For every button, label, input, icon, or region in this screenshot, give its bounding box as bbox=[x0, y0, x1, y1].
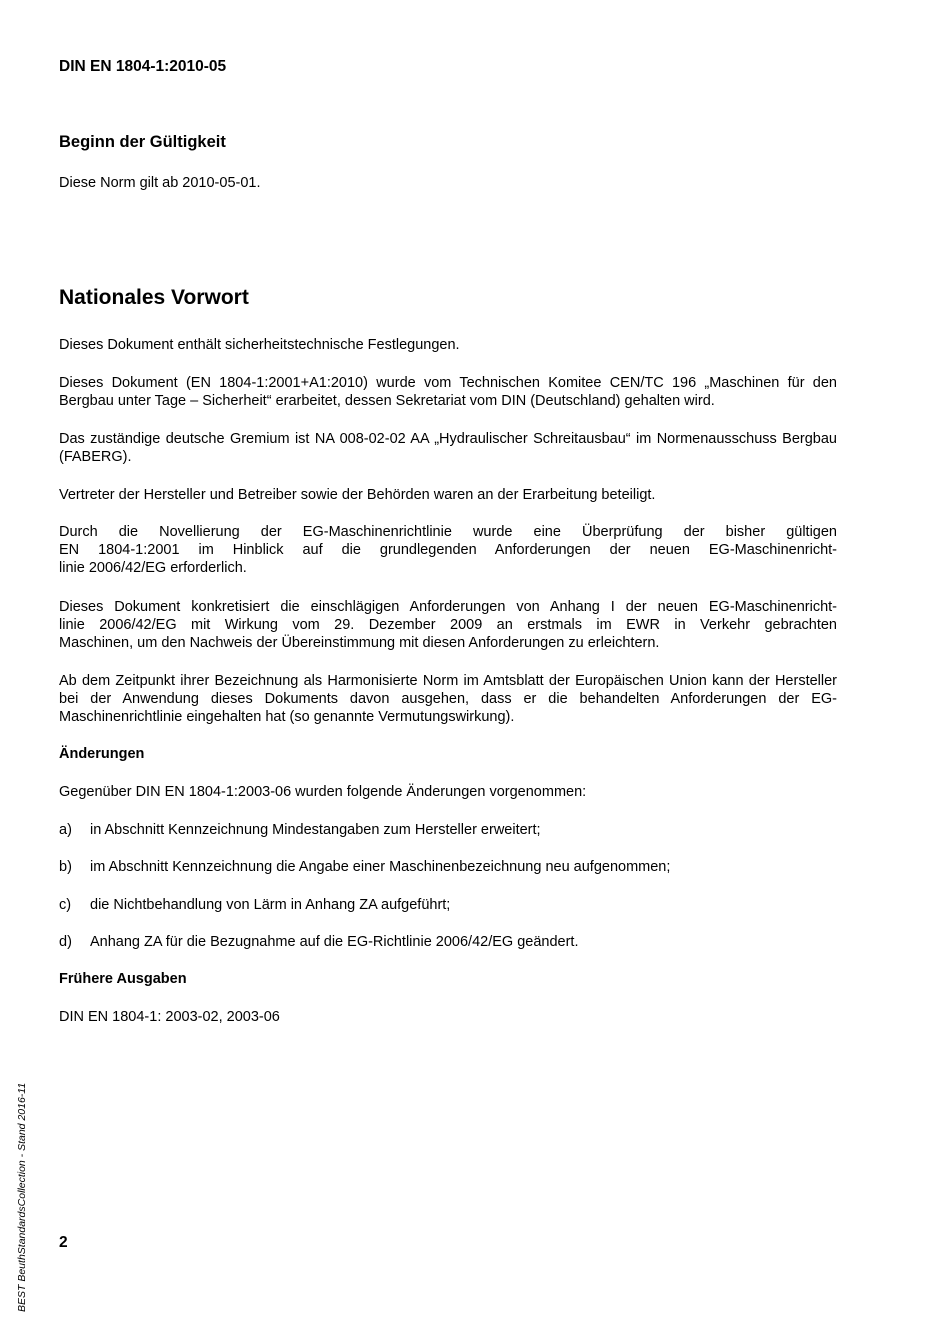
list-text: die Nichtbehandlung von Lärm in Anhang ZA aufgeführt; bbox=[90, 897, 451, 913]
paragraph-line: linie 2006/42/EG mit Wirkung vom 29. Dezember 2009 an erstmals im EWR in Verkehr gebrachten bbox=[59, 617, 837, 633]
foreword-paragraph-3: Das zuständige deutsche Gremium ist NA 008-02-02 AA „Hydraulischer Schreitausbau“ im Normenausschuss Bergbau (FABERG). bbox=[59, 431, 837, 465]
validity-heading: Beginn der Gültigkeit bbox=[59, 133, 226, 151]
list-marker: b) bbox=[59, 859, 72, 875]
list-text: Anhang ZA für die Bezugnahme auf die EG-Richtlinie 2006/42/EG geändert. bbox=[90, 934, 579, 950]
paragraph-line: Durch die Novellierung der EG-Maschinenrichtlinie wurde eine Überprüfung der bisher gültigen bbox=[59, 524, 837, 540]
list-text: in Abschnitt Kennzeichnung Mindestangaben zum Hersteller erweitert; bbox=[90, 822, 541, 838]
foreword-paragraph-6 bbox=[59, 598, 837, 652]
foreword-paragraph-4: Vertreter der Hersteller und Betreiber sowie der Behörden waren an der Erarbeitung beteiligt. bbox=[59, 487, 656, 503]
document-id: DIN EN 1804-1:2010-05 bbox=[59, 58, 227, 75]
validity-text: Diese Norm gilt ab 2010-05-01. bbox=[59, 175, 261, 191]
paragraph-line: linie 2006/42/EG erforderlich. bbox=[59, 560, 247, 576]
changes-heading: Änderungen bbox=[59, 746, 145, 762]
paragraph-line: Dieses Dokument konkretisiert die einschlägigen Anforderungen von Anhang I der neuen EG-Maschinenricht- bbox=[59, 599, 837, 615]
page-number: 2 bbox=[59, 1234, 68, 1251]
list-marker: d) bbox=[59, 934, 72, 950]
paragraph-line: EN 1804-1:2001 im Hinblick auf die grundlegenden Anforderungen der neuen EG-Maschinenricht- bbox=[59, 542, 837, 558]
foreword-paragraph-5 bbox=[59, 523, 837, 577]
foreword-paragraph-2: Dieses Dokument (EN 1804-1:2001+A1:2010) wurde vom Technischen Komitee CEN/TC 196 „Maschinen für den Bergbau unter Tage – Sicherheit“ erarbeitet, dessen Sekretariat vom DIN (Deutschland) gehalten wird. bbox=[59, 375, 837, 409]
foreword-paragraph-7: Ab dem Zeitpunkt ihrer Bezeichnung als Harmonisierte Norm im Amtsblatt der Europäischen Union kann der Hersteller bei der Anwendung dieses Dokuments davon ausgehen, dass er die behandelten Anforderungen der EG-Maschinenrichtlinie eingehalten hat (so genannte Vermutungswirkung). bbox=[59, 673, 837, 725]
list-text: im Abschnitt Kennzeichnung die Angabe einer Maschinenbezeichnung neu aufgenommen; bbox=[90, 859, 671, 875]
list-marker: a) bbox=[59, 822, 72, 838]
previous-editions-heading: Frühere Ausgaben bbox=[59, 971, 187, 987]
foreword-paragraph-1: Dieses Dokument enthält sicherheitstechnische Festlegungen. bbox=[59, 337, 460, 353]
list-marker: c) bbox=[59, 897, 72, 913]
previous-editions-text: DIN EN 1804-1: 2003-02, 2003-06 bbox=[59, 1009, 280, 1025]
foreword-heading: Nationales Vorwort bbox=[59, 286, 249, 309]
side-watermark-note: BEST BeuthStandardsCollection - Stand 2016-11 bbox=[16, 1082, 28, 1312]
paragraph-line: Maschinen, um den Nachweis der Übereinstimmung mit diesen Anforderungen zu erleichtern. bbox=[59, 635, 660, 651]
changes-intro: Gegenüber DIN EN 1804-1:2003-06 wurden folgende Änderungen vorgenommen: bbox=[59, 784, 587, 800]
